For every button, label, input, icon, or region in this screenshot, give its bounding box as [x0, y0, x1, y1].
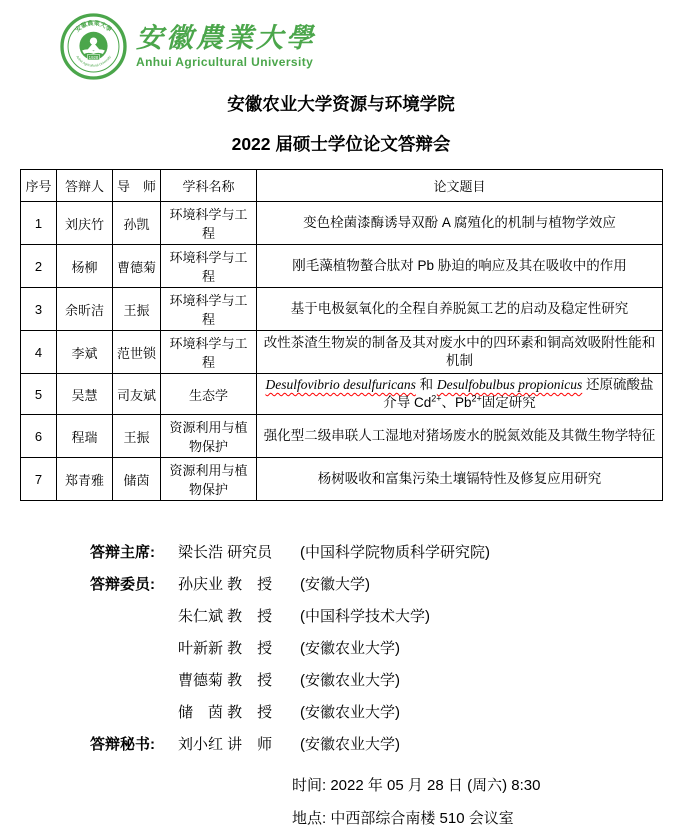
- title-text: 改性茶渣生物炭的制备及其对废水中的四环素和铜高效吸附性能和机制: [263, 335, 656, 368]
- title-text: 基于电极氨氧化的全程自养脱氮工艺的启动及稳定性研究: [290, 301, 629, 316]
- seal-cn-text: 安徽農業大學: [74, 20, 113, 34]
- seal-en-text: Anhui Agricultural University: [75, 54, 112, 68]
- thesis-title: [257, 415, 663, 458]
- title-text: 固定研究: [481, 395, 536, 410]
- logo-wordmark-cn: 安徽農業大學: [136, 22, 316, 53]
- committee-row: [90, 569, 682, 601]
- discipline-name: 生态学: [161, 374, 257, 415]
- table-row: [21, 331, 663, 374]
- thesis-title: [257, 202, 663, 245]
- title-text: 2+: [431, 393, 442, 404]
- member-affiliation: (安徽农业大学): [300, 736, 400, 753]
- role-label: [90, 601, 178, 633]
- member-name-title: 朱仁斌 教 授: [178, 608, 273, 625]
- logo-wordmark-en: Anhui Agricultural University: [136, 54, 314, 69]
- defender-name: 李斌: [57, 331, 113, 374]
- advisor-name: 曹德菊: [113, 245, 161, 288]
- committee-list: [90, 537, 682, 761]
- title-text: 变色栓菌漆酶诱导双酚 A 腐殖化的机制与植物学效应: [303, 215, 616, 230]
- thesis-title: [257, 245, 663, 288]
- advisor-name: 司友斌: [113, 374, 161, 415]
- defender-name: 程瑞: [57, 415, 113, 458]
- column-header: 论文题目: [257, 170, 663, 202]
- row-number: 2: [21, 245, 57, 288]
- member-affiliation: (安徽农业大学): [300, 640, 400, 657]
- discipline-name: 资源利用与植物保护: [161, 415, 257, 458]
- member-affiliation: (安徽农业大学): [300, 704, 400, 721]
- species-name: Desulfobulbus propionicus: [436, 377, 583, 392]
- title-text: 刚毛藻植物螯合肽对 Pb 胁迫的响应及其在吸收中的作用: [292, 258, 627, 273]
- defender-name: 余昕洁: [57, 288, 113, 331]
- seal-year: 1928: [88, 54, 99, 60]
- role-label: 答辩委员:: [90, 576, 155, 593]
- defender-name: 杨柳: [57, 245, 113, 288]
- document-title-line1: 安徽农业大学资源与环境学院: [227, 94, 455, 114]
- member-name-title: 梁长浩 研究员: [178, 544, 273, 561]
- member-name-title: 曹德菊 教 授: [178, 672, 273, 689]
- time-line: 时间: 2022 年 05 月 28 日 (周六) 8:30: [292, 777, 541, 794]
- column-header: 导 师: [113, 170, 161, 202]
- discipline-name: 环境科学与工程: [161, 202, 257, 245]
- role-label: [90, 697, 178, 729]
- advisor-name: 王振: [113, 288, 161, 331]
- location-line: 地点: 中西部综合南楼 510 会议室: [292, 810, 514, 827]
- advisor-name: 王振: [113, 415, 161, 458]
- row-number: 4: [21, 331, 57, 374]
- title-text: 和: [415, 377, 437, 392]
- defense-table-body: [21, 202, 663, 501]
- title-text: 强化型二级串联人工湿地对猪场废水的脱氮效能及其微生物学特征: [263, 428, 656, 443]
- row-number: 6: [21, 415, 57, 458]
- table-row: [21, 374, 663, 415]
- thesis-title: [257, 331, 663, 374]
- meta-section: [0, 769, 682, 835]
- committee-row: [90, 729, 682, 761]
- member-name-title: 刘小红 讲 师: [178, 736, 273, 753]
- defender-name: 吴慧: [57, 374, 113, 415]
- row-number: 7: [21, 458, 57, 501]
- thesis-title: [257, 458, 663, 501]
- committee-row: [90, 697, 682, 729]
- role-label: 答辩秘书:: [90, 736, 155, 753]
- table-row: [21, 458, 663, 501]
- column-header: 学科名称: [161, 170, 257, 202]
- title-text: 、Pb: [441, 395, 472, 410]
- table-row: [21, 202, 663, 245]
- table-header-row: [21, 170, 663, 202]
- committee-row: [90, 633, 682, 665]
- advisor-name: 孙凯: [113, 202, 161, 245]
- title-text: 杨树吸收和富集污染土壤镉特性及修复应用研究: [317, 471, 602, 486]
- member-name-title: 孙庆业 教 授: [178, 576, 273, 593]
- document-title-line2: 2022 届硕士学位论文答辩会: [231, 134, 451, 154]
- member-affiliation: (中国科学技术大学): [300, 608, 430, 625]
- discipline-name: 环境科学与工程: [161, 245, 257, 288]
- column-header: 答辩人: [57, 170, 113, 202]
- role-label: [90, 665, 178, 697]
- table-row: [21, 415, 663, 458]
- discipline-name: 环境科学与工程: [161, 331, 257, 374]
- row-number: 1: [21, 202, 57, 245]
- column-header: 序号: [21, 170, 57, 202]
- row-number: 3: [21, 288, 57, 331]
- thesis-title: [257, 374, 663, 415]
- table-row: [21, 245, 663, 288]
- discipline-name: 环境科学与工程: [161, 288, 257, 331]
- defense-schedule-table: [20, 169, 663, 501]
- defender-name: 刘庆竹: [57, 202, 113, 245]
- member-name-title: 储 茵 教 授: [178, 704, 273, 721]
- advisor-name: 范世锁: [113, 331, 161, 374]
- title-text: 还原硫酸盐介导 Cd: [383, 377, 654, 410]
- committee-row: [90, 665, 682, 697]
- member-affiliation: (安徽农业大学): [300, 672, 400, 689]
- committee-row: [90, 537, 682, 569]
- committee-section: [0, 537, 682, 761]
- member-affiliation: (中国科学院物质科学研究院): [300, 544, 490, 561]
- thesis-title: [257, 288, 663, 331]
- advisor-name: 储茵: [113, 458, 161, 501]
- committee-row: [90, 601, 682, 633]
- university-seal-icon: [60, 13, 127, 80]
- title-text: 2+: [471, 393, 482, 404]
- member-affiliation: (安徽大学): [300, 576, 370, 593]
- defender-name: 郑青雅: [57, 458, 113, 501]
- member-name-title: 叶新新 教 授: [178, 640, 273, 657]
- row-number: 5: [21, 374, 57, 415]
- role-label: 答辩主席:: [90, 544, 155, 561]
- table-row: [21, 288, 663, 331]
- species-name: Desulfovibrio desulfuricans: [265, 377, 416, 392]
- discipline-name: 资源利用与植物保护: [161, 458, 257, 501]
- university-logo: [60, 12, 682, 80]
- logo-wordmark: [136, 23, 316, 70]
- role-label: [90, 633, 178, 665]
